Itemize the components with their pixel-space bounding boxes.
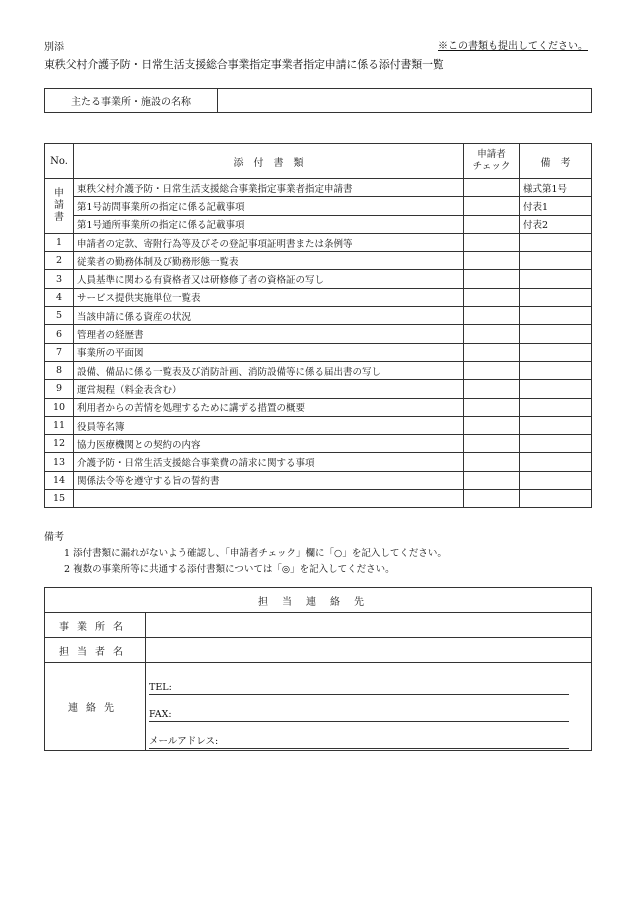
application-row bbox=[45, 215, 592, 233]
note-item-1: 1 添付書類に漏れがないよう確認し、「申請者チェック」欄に「○」を記入してください。 bbox=[64, 548, 447, 559]
check-cell[interactable] bbox=[464, 490, 520, 508]
row-number: 11 bbox=[45, 416, 74, 434]
check-cell[interactable] bbox=[464, 215, 520, 233]
note-cell[interactable] bbox=[520, 343, 592, 361]
attachment-documents-table bbox=[44, 143, 592, 508]
row-number: 15 bbox=[45, 490, 74, 508]
row-number: 13 bbox=[45, 453, 74, 471]
note-cell[interactable] bbox=[520, 252, 592, 270]
document-item: 介護予防・日常生活支援総合事業費の請求に関する事項 bbox=[74, 453, 464, 471]
row-number: 1 bbox=[45, 233, 74, 251]
facility-name-field[interactable] bbox=[218, 89, 592, 113]
note-cell: 付表2 bbox=[520, 215, 592, 233]
col-header-no: No. bbox=[45, 144, 74, 179]
check-cell[interactable] bbox=[464, 361, 520, 379]
table-row bbox=[45, 453, 592, 471]
table-row bbox=[45, 380, 592, 398]
check-cell[interactable] bbox=[464, 416, 520, 434]
document-item bbox=[74, 490, 464, 508]
note-item-2: 2 複数の事業所等に共通する添付書類については「◎」を記入してください。 bbox=[64, 564, 395, 575]
facility-name-label: 主たる事業所・施設の名称 bbox=[45, 89, 218, 113]
check-cell[interactable] bbox=[464, 325, 520, 343]
contact-info-label: 連絡先 bbox=[45, 663, 146, 751]
table-row bbox=[45, 325, 592, 343]
check-cell[interactable] bbox=[464, 343, 520, 361]
table-row bbox=[45, 398, 592, 416]
application-item: 第1号訪問事業所の指定に係る記載事項 bbox=[74, 197, 464, 215]
row-number: 8 bbox=[45, 361, 74, 379]
application-group-label bbox=[45, 179, 74, 234]
contact-heading: 担当連絡先 bbox=[45, 588, 592, 613]
office-name-label: 事業所名 bbox=[45, 613, 146, 638]
application-group-char: 書 bbox=[54, 211, 64, 223]
note-cell[interactable] bbox=[520, 288, 592, 306]
email-label: メールアドレス: bbox=[149, 736, 219, 747]
note-cell[interactable] bbox=[520, 307, 592, 325]
col-header-note: 備 考 bbox=[520, 144, 592, 179]
application-row bbox=[45, 197, 592, 215]
table-row bbox=[45, 252, 592, 270]
note-cell[interactable] bbox=[520, 398, 592, 416]
document-item: 管理者の経歴書 bbox=[74, 325, 464, 343]
document-item: 関係法令等を遵守する旨の誓約書 bbox=[74, 471, 464, 489]
table-row bbox=[45, 343, 592, 361]
attachment-label: 別添 bbox=[44, 42, 64, 53]
note-cell: 様式第1号 bbox=[520, 179, 592, 197]
note-cell[interactable] bbox=[520, 325, 592, 343]
document-item: 当該申請に係る資産の状況 bbox=[74, 307, 464, 325]
office-name-field[interactable] bbox=[146, 613, 592, 638]
col-header-check-line1: 申請者 bbox=[477, 149, 506, 160]
document-item: 従業者の勤務体制及び勤務形態一覧表 bbox=[74, 252, 464, 270]
row-number: 7 bbox=[45, 343, 74, 361]
contact-info-cell bbox=[146, 663, 592, 751]
check-cell[interactable] bbox=[464, 197, 520, 215]
check-cell[interactable] bbox=[464, 179, 520, 197]
row-number: 10 bbox=[45, 398, 74, 416]
document-item: 利用者からの苦情を処理するために講ずる措置の概要 bbox=[74, 398, 464, 416]
facility-name-table bbox=[44, 88, 592, 113]
note-cell[interactable] bbox=[520, 233, 592, 251]
note-cell[interactable] bbox=[520, 490, 592, 508]
document-item: 事業所の平面図 bbox=[74, 343, 464, 361]
row-number: 9 bbox=[45, 380, 74, 398]
note-cell[interactable] bbox=[520, 380, 592, 398]
note-cell: 付表1 bbox=[520, 197, 592, 215]
document-item: サービス提供実施単位一覧表 bbox=[74, 288, 464, 306]
tel-label: TEL: bbox=[149, 682, 172, 693]
row-number: 14 bbox=[45, 471, 74, 489]
application-group-char: 申 bbox=[54, 187, 64, 199]
application-row bbox=[45, 179, 592, 197]
document-item: 人員基準に関わる有資格者又は研修修了者の資格証の写し bbox=[74, 270, 464, 288]
document-item: 運営規程（料金表含む） bbox=[74, 380, 464, 398]
note-cell[interactable] bbox=[520, 361, 592, 379]
col-header-check-line2: チェック bbox=[472, 161, 511, 172]
page-title: 東秩父村介護予防・日常生活支援総合事業指定事業者指定申請に係る添付書類一覧 bbox=[44, 58, 444, 71]
note-cell[interactable] bbox=[520, 453, 592, 471]
person-name-field[interactable] bbox=[146, 638, 592, 663]
table-row bbox=[45, 490, 592, 508]
check-cell[interactable] bbox=[464, 435, 520, 453]
table-row bbox=[45, 288, 592, 306]
contact-table bbox=[44, 587, 592, 751]
document-item: 申請者の定款、寄附行為等及びその登記事項証明書または条例等 bbox=[74, 233, 464, 251]
application-group-char: 請 bbox=[54, 199, 64, 211]
table-row bbox=[45, 233, 592, 251]
row-number: 5 bbox=[45, 307, 74, 325]
email-field[interactable] bbox=[149, 722, 569, 749]
notes-title: 備考 bbox=[44, 532, 64, 543]
note-cell[interactable] bbox=[520, 435, 592, 453]
fax-label: FAX: bbox=[149, 709, 172, 720]
submission-note: ※この書類も提出してください。 bbox=[438, 41, 588, 52]
check-cell[interactable] bbox=[464, 288, 520, 306]
tel-field[interactable] bbox=[149, 668, 569, 695]
check-cell[interactable] bbox=[464, 233, 520, 251]
table-row bbox=[45, 435, 592, 453]
row-number: 6 bbox=[45, 325, 74, 343]
document-item: 役員等名簿 bbox=[74, 416, 464, 434]
check-cell[interactable] bbox=[464, 380, 520, 398]
table-row bbox=[45, 270, 592, 288]
check-cell[interactable] bbox=[464, 307, 520, 325]
table-row bbox=[45, 416, 592, 434]
table-row bbox=[45, 361, 592, 379]
col-header-check bbox=[464, 144, 520, 179]
check-cell[interactable] bbox=[464, 270, 520, 288]
note-cell[interactable] bbox=[520, 471, 592, 489]
row-number: 12 bbox=[45, 435, 74, 453]
row-number: 2 bbox=[45, 252, 74, 270]
document-item: 協力医療機関との契約の内容 bbox=[74, 435, 464, 453]
row-number: 4 bbox=[45, 288, 74, 306]
table-row bbox=[45, 471, 592, 489]
row-number: 3 bbox=[45, 270, 74, 288]
table-row bbox=[45, 307, 592, 325]
check-cell[interactable] bbox=[464, 453, 520, 471]
check-cell[interactable] bbox=[464, 398, 520, 416]
table-header-row bbox=[45, 144, 592, 179]
note-cell[interactable] bbox=[520, 270, 592, 288]
document-item: 設備、備品に係る一覧表及び消防計画、消防設備等に係る届出書の写し bbox=[74, 361, 464, 379]
fax-field[interactable] bbox=[149, 695, 569, 722]
note-cell[interactable] bbox=[520, 416, 592, 434]
application-item: 第1号通所事業所の指定に係る記載事項 bbox=[74, 215, 464, 233]
check-cell[interactable] bbox=[464, 252, 520, 270]
col-header-documents: 添 付 書 類 bbox=[74, 144, 464, 179]
application-item: 東秩父村介護予防・日常生活支援総合事業指定事業者指定申請書 bbox=[74, 179, 464, 197]
check-cell[interactable] bbox=[464, 471, 520, 489]
person-name-label: 担当者名 bbox=[45, 638, 146, 663]
